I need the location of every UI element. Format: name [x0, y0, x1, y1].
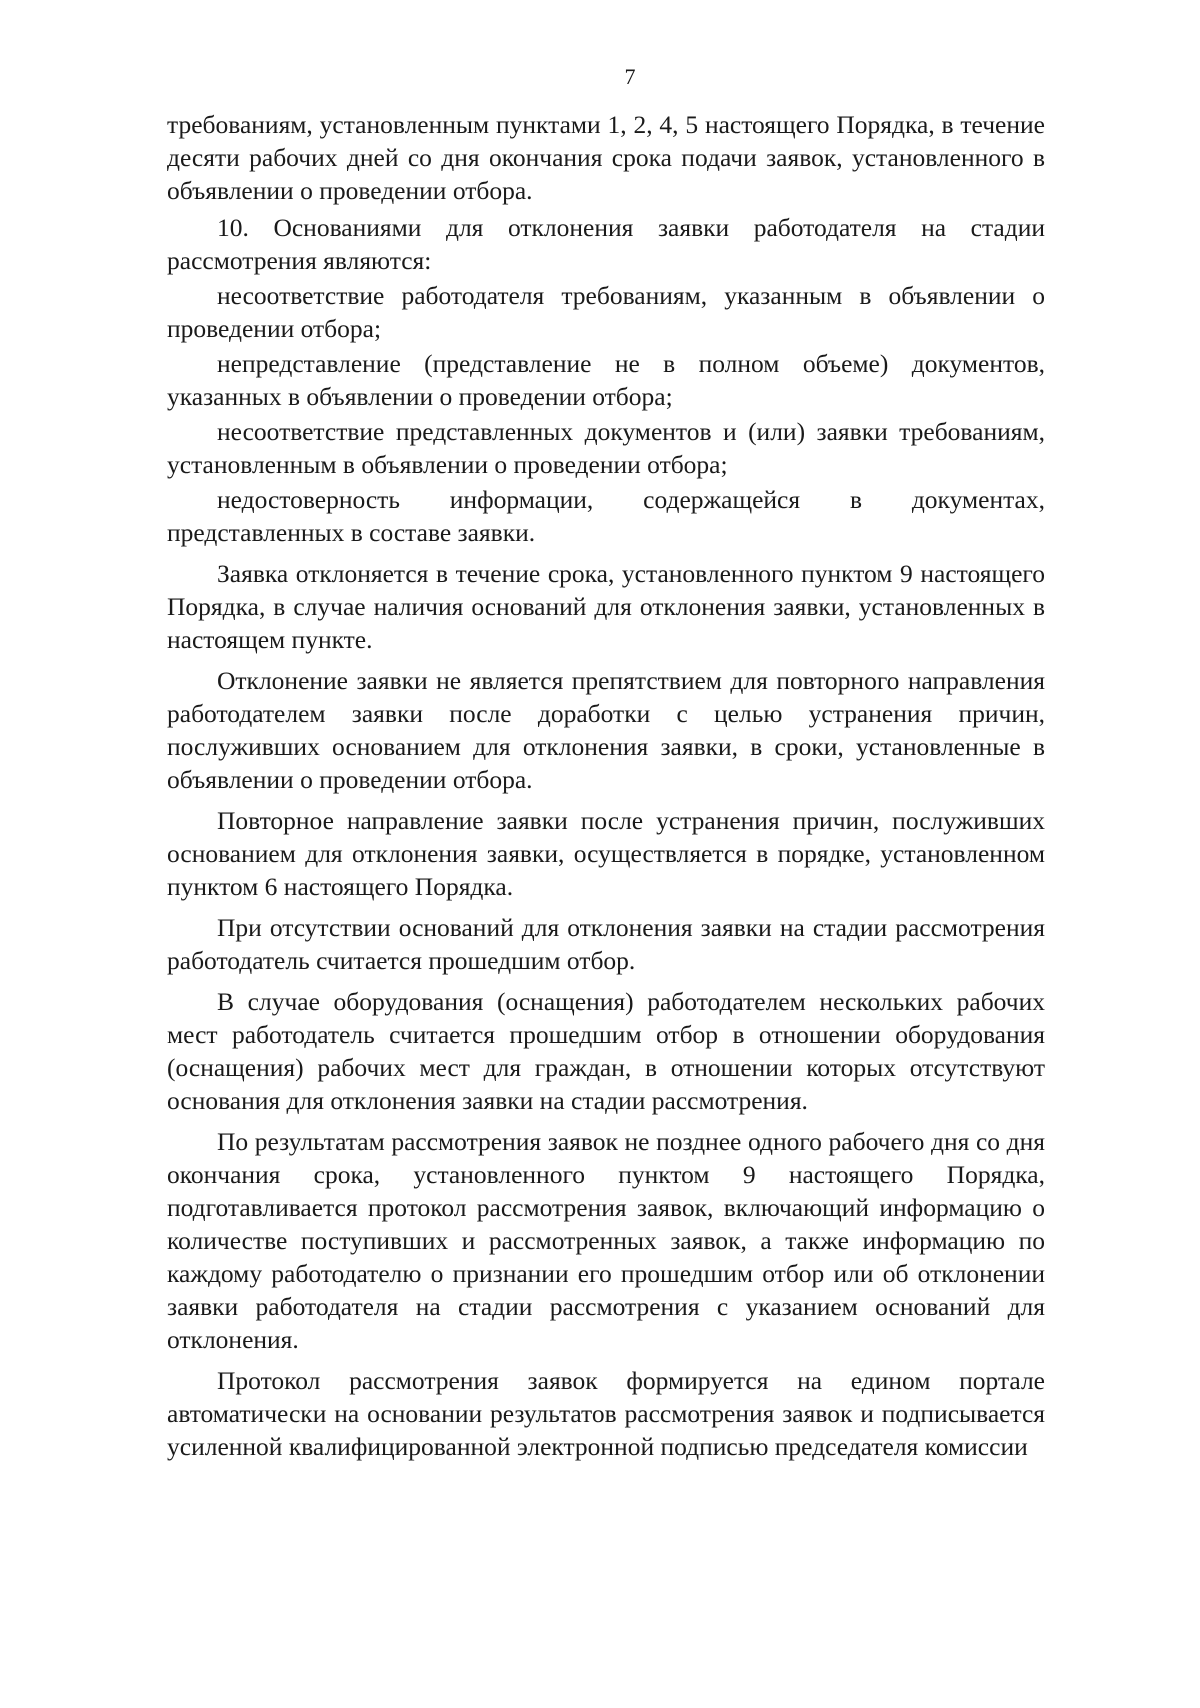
paragraph-protocol-signing: Протокол рассмотрения заявок формируется на едином портале автоматически на основании результатов рассмотрения заявок и подписывается усиленной квалифицированной электронной подписью председателя комиссии	[167, 1366, 1045, 1461]
paragraph-multiple-workplaces: В случае оборудования (оснащения) работодателем нескольких рабочих мест работодатель считается прошедшим отбор в отношении оборудования (оснащения) рабочих мест для граждан, в отношении которых отсутствуют основания для отклонения заявки на стадии рассмотрения.	[167, 987, 1045, 1115]
paragraph-rejection-term: Заявка отклоняется в течение срока, установленного пунктом 9 настоящего Порядка, в случае наличия оснований для отклонения заявки, установленных в настоящем пункте.	[167, 559, 1045, 654]
paragraph-ground-2: непредставление (представление не в полном объеме) документов, указанных в объявлении о проведении отбора;	[167, 349, 1045, 411]
paragraph-resubmission: Отклонение заявки не является препятствием для повторного направления работодателем заявки после доработки с целью устранения причин, послуживших основанием для отклонения заявки, в сроки, установленные в объявлении о проведении отбора.	[167, 666, 1045, 794]
paragraph-resubmission-order: Повторное направление заявки после устранения причин, послуживших основанием для отклонения заявки, осуществляется в порядке, установленном пунктом 6 настоящего Порядка.	[167, 806, 1045, 901]
page-number: 7	[624, 64, 636, 89]
paragraph-passed-selection: При отсутствии оснований для отклонения заявки на стадии рассмотрения работодатель считается прошедшим отбор.	[167, 913, 1045, 975]
document-body	[167, 108, 1045, 1467]
paragraph-ground-3: несоответствие представленных документов и (или) заявки требованиям, установленным в объявлении о проведении отбора;	[167, 417, 1045, 479]
paragraph-protocol-preparation: По результатам рассмотрения заявок не позднее одного рабочего дня со дня окончания срока, установленного пунктом 9 настоящего Порядка, подготавливается протокол рассмотрения заявок, включающий информацию о количестве поступивших и рассмотренных заявок, а также информацию по каждому работодателю о признании его прошедшим отбор или об отклонении заявки работодателя на стадии рассмотрения с указанием оснований для отклонения.	[167, 1127, 1045, 1354]
paragraph-ground-1: несоответствие работодателя требованиям, указанным в объявлении о проведении отбора;	[167, 281, 1045, 343]
paragraph-ground-4: недостоверность информации, содержащейся в документах, представленных в составе заявки.	[167, 485, 1045, 547]
paragraph-item-10: 10. Основаниями для отклонения заявки работодателя на стадии рассмотрения являются:	[167, 213, 1045, 275]
paragraph-continuation: требованиям, установленным пунктами 1, 2, 4, 5 настоящего Порядка, в течение десяти рабочих дней со дня окончания срока подачи заявок, установленного в объявлении о проведении отбора.	[167, 110, 1045, 205]
